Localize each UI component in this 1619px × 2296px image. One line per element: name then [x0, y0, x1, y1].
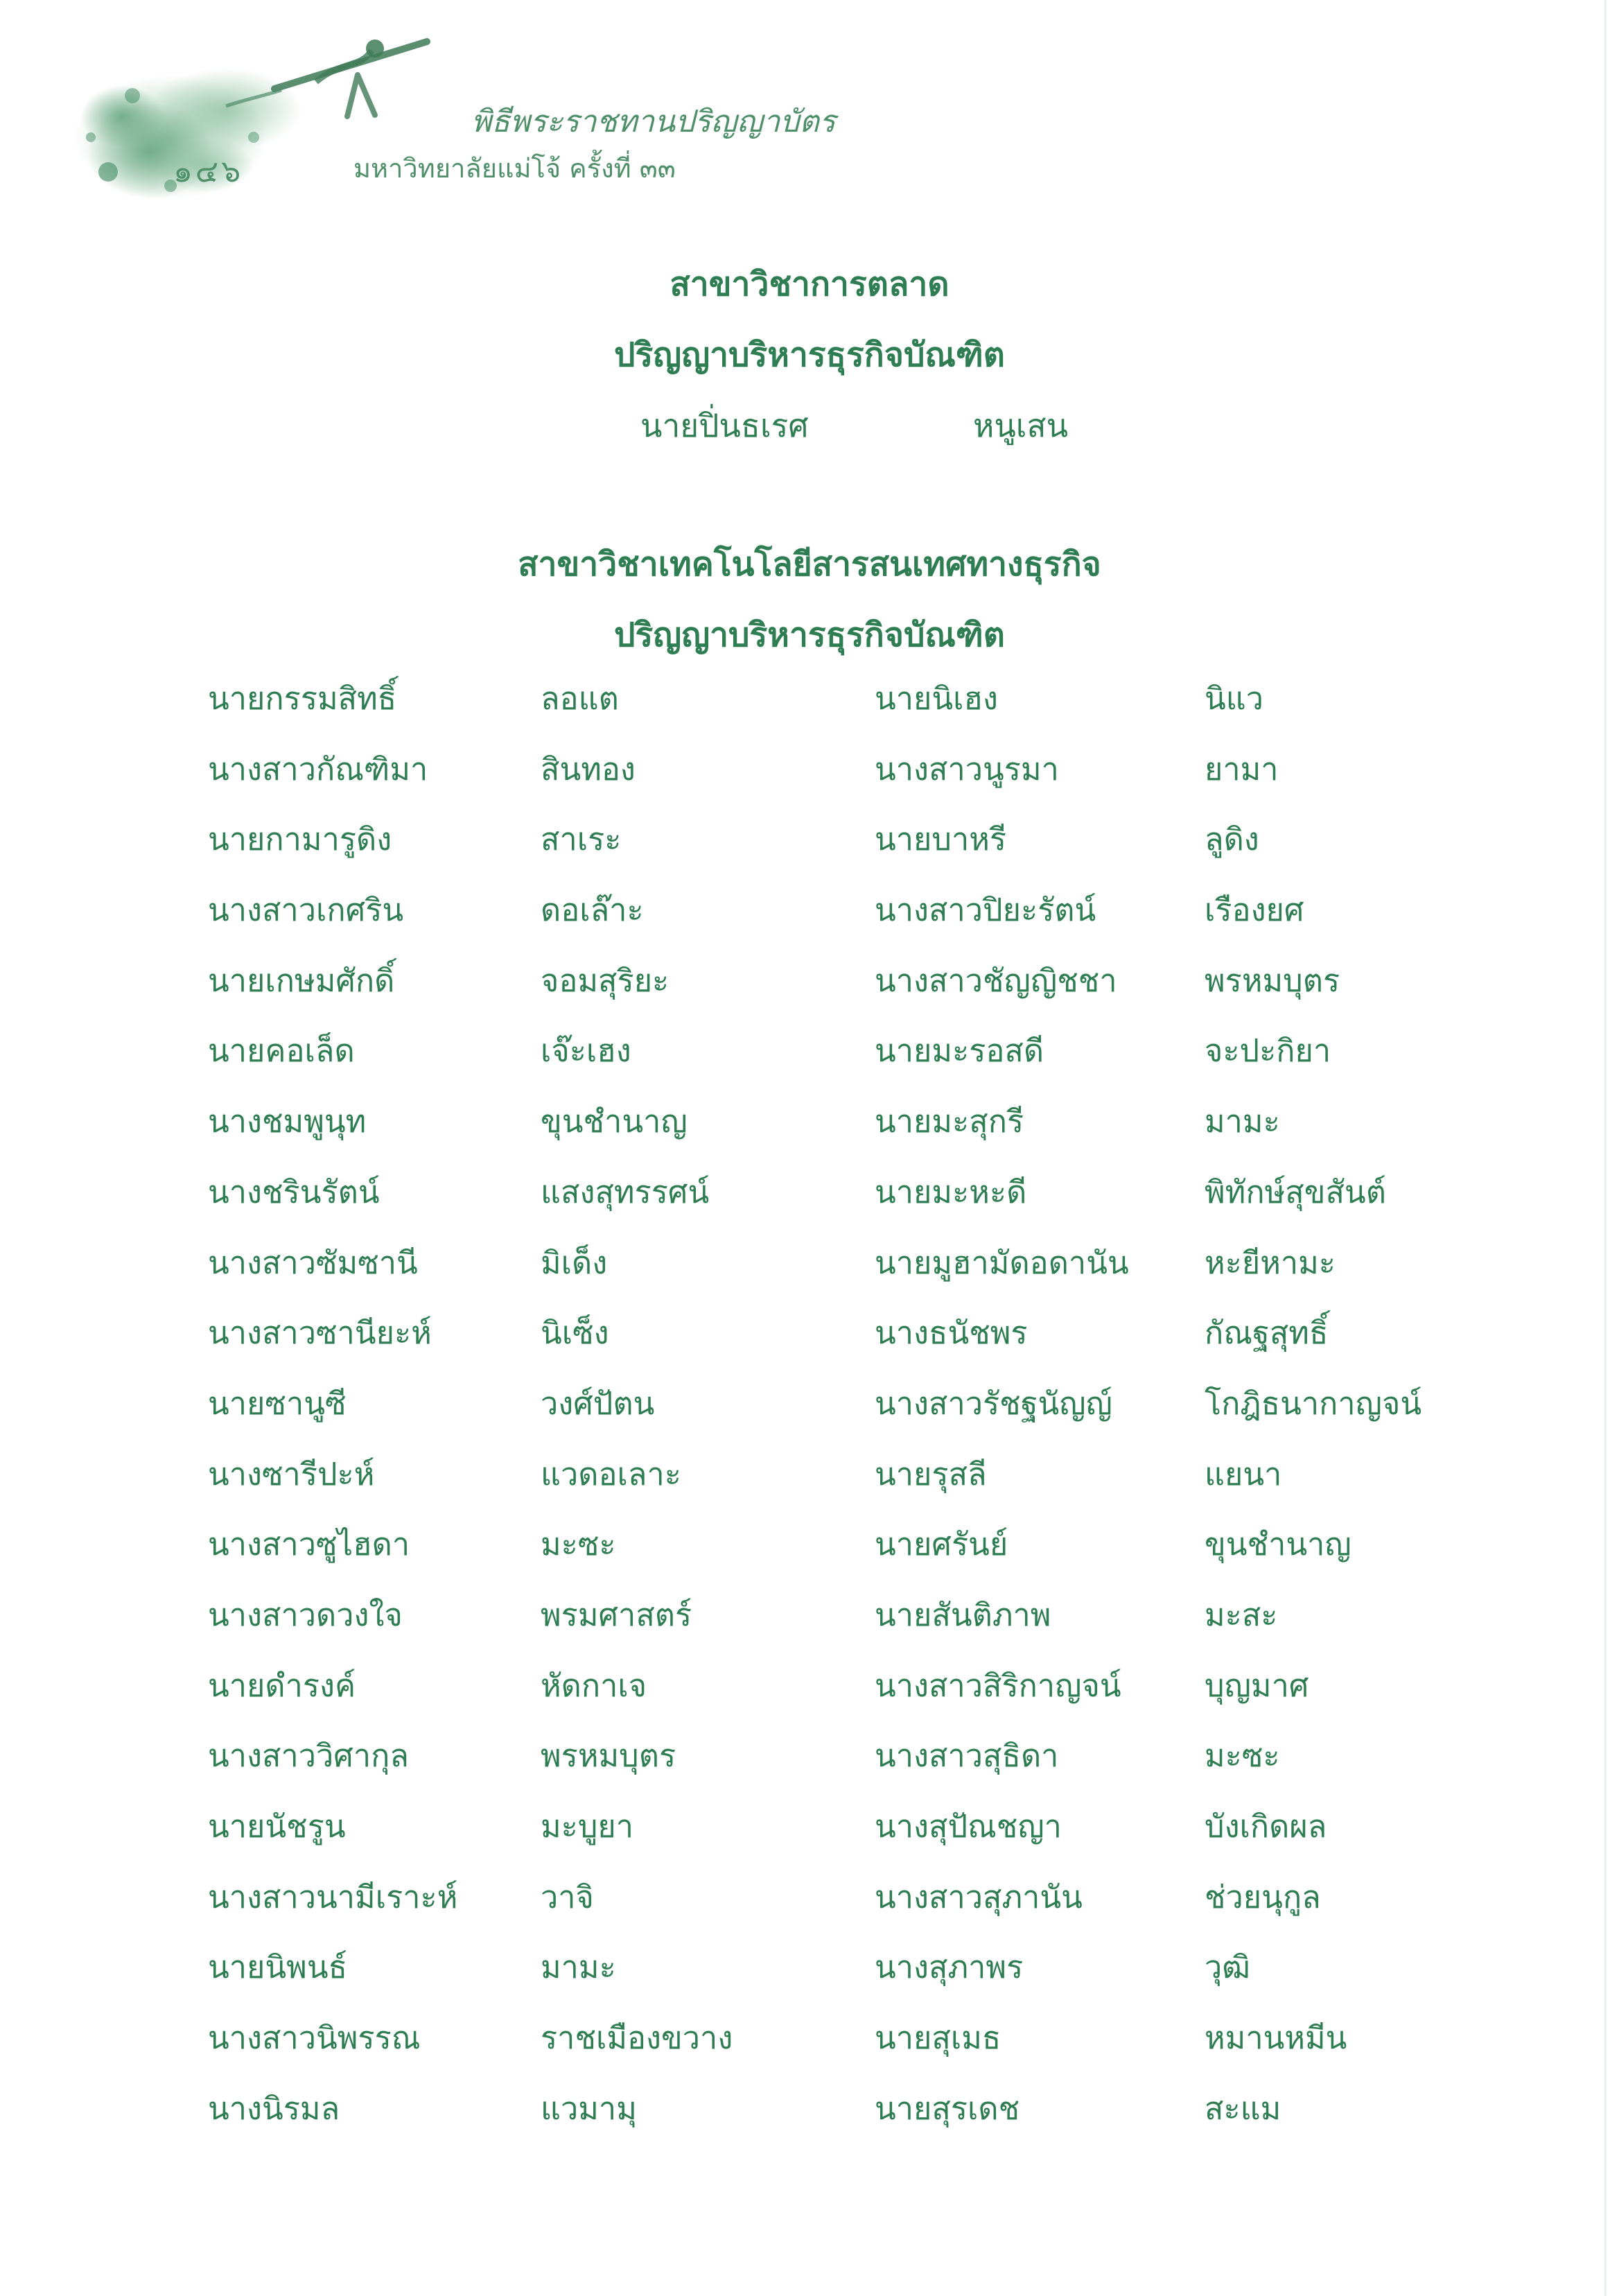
- graduate-first-name: นายปิ่นธเรศ: [640, 407, 809, 444]
- first-name-cell: นางสาวสุภานัน: [875, 1878, 1083, 1915]
- first-name-cell: นางสาวรัชฐนัญญ์: [875, 1384, 1112, 1422]
- last-name-cell: สินทอง: [541, 750, 636, 788]
- last-name-cell: พิทักษ์สุขสันต์: [1205, 1173, 1386, 1210]
- table-row: [0, 1242, 1619, 1313]
- last-name-cell: แยนา: [1205, 1455, 1282, 1493]
- first-name-cell: นายสุเมธ: [875, 2019, 1001, 2057]
- first-name-cell: นายกรรมสิทธิ์: [208, 680, 397, 717]
- first-name-cell: นางสุภาพร: [875, 1949, 1024, 1986]
- last-name-cell: พรหมบุตร: [541, 1737, 676, 1775]
- last-name-cell: พรมศาสตร์: [541, 1596, 692, 1633]
- first-name-cell: นายมูฮามัดอดานัน: [875, 1244, 1129, 1281]
- last-name-cell: บุญมาศ: [1205, 1667, 1309, 1704]
- degree-heading-marketing: ปริญญาบริหารธุรกิจบัณฑิต: [614, 336, 1005, 374]
- graduate-list: [0, 678, 1619, 2158]
- first-name-cell: นางสาวสิริกาญจน์: [875, 1667, 1121, 1704]
- first-name-cell: นายมะหะดี: [875, 1173, 1027, 1210]
- table-row: [0, 1454, 1619, 1524]
- last-name-cell: กัณฐสุทธิ์: [1205, 1314, 1329, 1352]
- first-name-cell: นายคอเล็ด: [208, 1032, 355, 1070]
- table-row: [0, 889, 1619, 960]
- table-row: [0, 1665, 1619, 1736]
- table-row: [0, 1030, 1619, 1101]
- last-name-cell: เรืองยศ: [1205, 892, 1304, 929]
- table-row: [0, 2017, 1619, 2088]
- table-row: [0, 749, 1619, 819]
- first-name-cell: นายมะสุกรี: [875, 1103, 1024, 1140]
- last-name-cell: วาจิ: [541, 1878, 594, 1915]
- first-name-cell: นายเกษมศักดิ์: [208, 962, 395, 999]
- first-name-cell: นายนิเฮง: [875, 680, 998, 717]
- last-name-cell: สาเระ: [541, 821, 622, 858]
- table-row: [0, 960, 1619, 1031]
- last-name-cell: มะซะ: [541, 1526, 616, 1563]
- table-row: [0, 678, 1619, 749]
- last-name-cell: ช่วยนุกูล: [1205, 1878, 1321, 1915]
- table-row: [0, 1594, 1619, 1665]
- first-name-cell: นายนิพนธ์: [208, 1949, 348, 1986]
- first-name-cell: นายซานูซี: [208, 1384, 347, 1422]
- last-name-cell: ขุนชำนาญ: [541, 1103, 688, 1140]
- first-name-cell: นางสาวนิพรรณ: [208, 2019, 421, 2057]
- first-name-cell: นางสาวซูไฮดา: [208, 1526, 410, 1563]
- graduate-last-name: หนูเสน: [973, 407, 1069, 444]
- first-name-cell: นางชรินรัตน์: [208, 1173, 380, 1210]
- last-name-cell: มามะ: [541, 1949, 616, 1986]
- last-name-cell: มะซะ: [1205, 1737, 1280, 1775]
- first-name-cell: นางสาวซานียะห์: [208, 1314, 432, 1352]
- first-name-cell: นายดำรงค์: [208, 1667, 356, 1704]
- first-name-cell: นางสาวเกศริน: [208, 892, 404, 929]
- last-name-cell: ลอแต: [541, 680, 619, 717]
- major-heading-bis: สาขาวิชาเทคโนโลยีสารสนเทศทางธุรกิจ: [518, 545, 1101, 584]
- first-name-cell: นายสันติภาพ: [875, 1596, 1051, 1633]
- first-name-cell: นายกามารูดิง: [208, 821, 392, 858]
- degree-heading-bis: ปริญญาบริหารธุรกิจบัณฑิต: [614, 616, 1005, 654]
- first-name-cell: นางสาววิศากุล: [208, 1737, 409, 1775]
- last-name-cell: มามะ: [1205, 1103, 1280, 1140]
- first-name-cell: นางสาวนูรมา: [875, 750, 1059, 788]
- first-name-cell: นายศรันย์: [875, 1526, 1008, 1563]
- first-name-cell: นางสาวกัณฑิมา: [208, 750, 428, 788]
- last-name-cell: จะปะกิยา: [1205, 1032, 1331, 1070]
- last-name-cell: บังเกิดผล: [1205, 1808, 1327, 1845]
- last-name-cell: มะสะ: [1205, 1596, 1278, 1633]
- first-name-cell: นายสุรเดช: [875, 2089, 1020, 2127]
- last-name-cell: แวมามุ: [541, 2089, 637, 2127]
- last-name-cell: เจ๊ะเฮง: [541, 1032, 631, 1070]
- first-name-cell: นางสุปัณชญา: [875, 1808, 1062, 1845]
- last-name-cell: วุฒิ: [1205, 1949, 1250, 1986]
- table-row: [0, 1735, 1619, 1806]
- table-row: [0, 1383, 1619, 1454]
- table-row: [0, 1172, 1619, 1242]
- last-name-cell: นิแว: [1205, 680, 1264, 717]
- table-row: [0, 1101, 1619, 1172]
- first-name-cell: นางสาวซัมซานี: [208, 1244, 418, 1281]
- ceremony-title: พิธีพระราชทานปริญญาบัตร: [471, 104, 836, 139]
- university-edition: มหาวิทยาลัยแม่โจ้ ครั้งที่ ๓๓: [353, 153, 676, 184]
- first-name-cell: นางสาวนามีเราะห์: [208, 1878, 458, 1915]
- last-name-cell: ลูดิง: [1205, 821, 1259, 858]
- table-row: [0, 1947, 1619, 2017]
- last-name-cell: โกฎิธนากาญจน์: [1205, 1384, 1422, 1422]
- page-number: ๑๔๖: [173, 154, 244, 189]
- last-name-cell: ราชเมืองขวาง: [541, 2019, 733, 2057]
- table-row: [0, 1312, 1619, 1383]
- last-name-cell: ดอเล๊าะ: [541, 892, 644, 929]
- last-name-cell: นิเซ็ง: [541, 1314, 609, 1352]
- first-name-cell: นางนิรมล: [208, 2089, 340, 2127]
- table-row: [0, 1524, 1619, 1594]
- first-name-cell: นางสาวปิยะรัตน์: [875, 892, 1096, 929]
- first-name-cell: นายมะรอสดี: [875, 1032, 1044, 1070]
- table-row: [0, 1877, 1619, 1947]
- last-name-cell: จอมสุริยะ: [541, 962, 670, 999]
- last-name-cell: มะบูยา: [541, 1808, 634, 1845]
- last-name-cell: พรหมบุตร: [1205, 962, 1340, 999]
- last-name-cell: แวดอเลาะ: [541, 1455, 681, 1493]
- first-name-cell: นางธนัชพร: [875, 1314, 1028, 1352]
- first-name-cell: นางสาวชัญญิชชา: [875, 962, 1117, 999]
- first-name-cell: นายรุสลี: [875, 1455, 987, 1493]
- first-name-cell: นายบาหรี: [875, 821, 1007, 858]
- last-name-cell: แสงสุทรรศน์: [541, 1173, 710, 1210]
- last-name-cell: วงศ์ปัตน: [541, 1384, 655, 1422]
- table-row: [0, 2088, 1619, 2159]
- last-name-cell: ยามา: [1205, 750, 1279, 788]
- first-name-cell: นายนัชรูน: [208, 1808, 346, 1845]
- last-name-cell: หัดกาเจ: [541, 1667, 647, 1704]
- first-name-cell: นางสาวดวงใจ: [208, 1596, 403, 1633]
- last-name-cell: มิเด็ง: [541, 1244, 608, 1281]
- last-name-cell: หะยีหามะ: [1205, 1244, 1336, 1281]
- major-heading-marketing: สาขาวิชาการตลาด: [670, 265, 949, 304]
- last-name-cell: ขุนชำนาญ: [1205, 1526, 1351, 1563]
- first-name-cell: นางซารีปะห์: [208, 1455, 375, 1493]
- last-name-cell: หมานหมีน: [1205, 2019, 1347, 2057]
- table-row: [0, 1806, 1619, 1877]
- first-name-cell: นางชมพูนุท: [208, 1103, 367, 1140]
- table-row: [0, 819, 1619, 889]
- first-name-cell: นางสาวสุธิดา: [875, 1737, 1059, 1775]
- last-name-cell: สะแม: [1205, 2089, 1281, 2127]
